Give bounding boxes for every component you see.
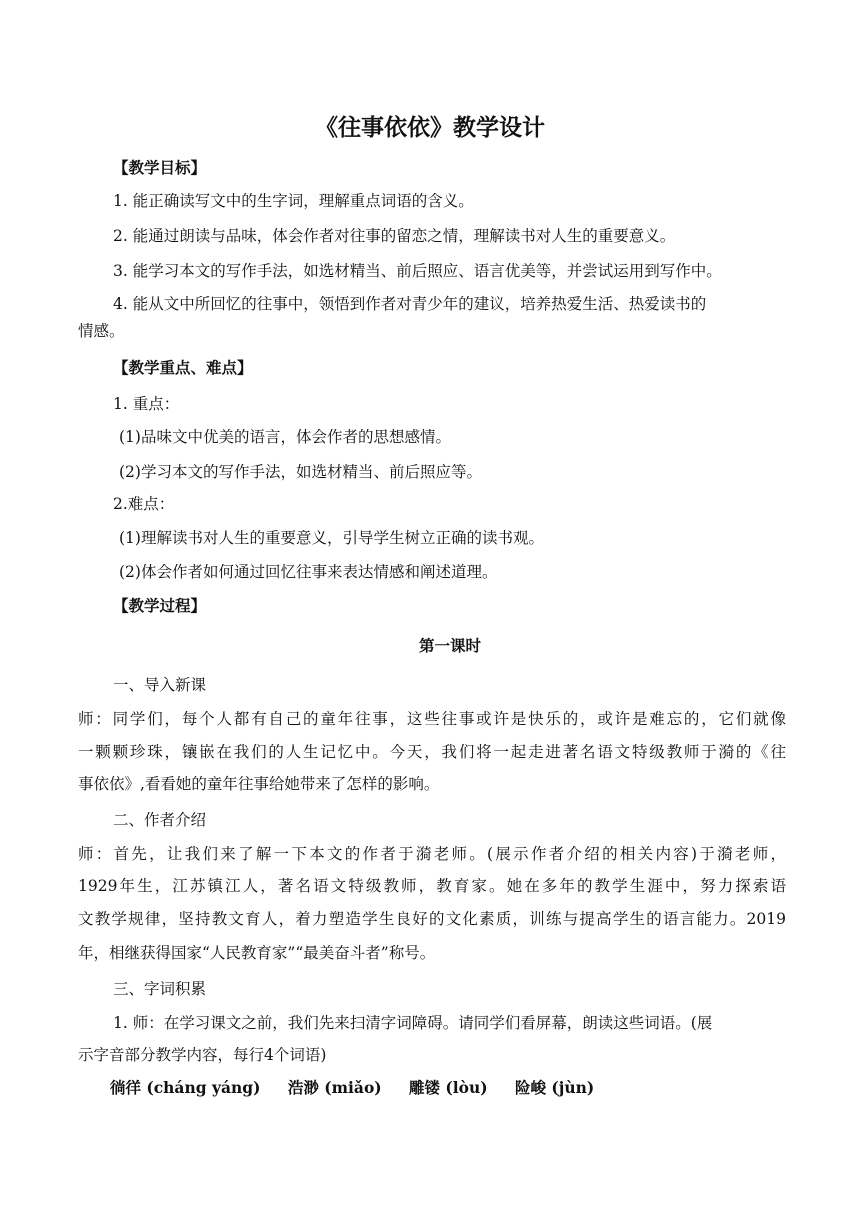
lesson-title: 第一课时	[418, 636, 481, 655]
key-label: 1. 重点：	[113, 395, 180, 413]
part2-line-2: 1929年生，江苏镇江人，著名语文特级教师，教育家。她在多年的教学生涯中，努力探索语	[78, 877, 786, 895]
vocab-item-4: 险峻 (jùn)	[515, 1078, 595, 1097]
part2-line-4: 年，相继获得国家“人民教育家”“最美奋斗者”称号。	[78, 944, 436, 962]
vocab-row	[110, 1078, 616, 1098]
process-heading: 【教学过程】	[113, 596, 207, 615]
part1-line-3: 事依依》,看看她的童年往事给她带来了怎样的影响。	[78, 775, 440, 793]
goal-item-1: 1. 能正确读写文中的生字词，理解重点词语的含义。	[113, 192, 474, 210]
goal-item-4: 4. 能从文中所回忆的往事中，领悟到作者对青少年的建议，培养热爱生活、热爱读书的	[113, 295, 707, 313]
key-item-1: (1)品味文中优美的语言，体会作者的思想感情。	[119, 428, 451, 446]
difficulty-item-2: (2)体会作者如何通过回忆往事来表达情感和阐述道理。	[119, 563, 498, 581]
difficulty-item-1: (1)理解读书对人生的重要意义，引导学生树立正确的读书观。	[119, 529, 544, 547]
difficulty-label: 2.难点：	[113, 495, 175, 513]
part3-heading: 三、字词积累	[113, 980, 207, 998]
goal-item-3: 3. 能学习本文的写作手法，如选材精当、前后照应、语言优美等，并尝试运用到写作中。	[113, 262, 722, 280]
part1-line-1: 师：同学们，每个人都有自己的童年往事，这些往事或许是快乐的，或许是难忘的，它们就像	[78, 710, 786, 728]
key-item-2: (2)学习本文的写作手法，如选材精当、前后照应等。	[119, 463, 482, 481]
part3-line-2: 示字音部分教学内容，每行4个词语)	[78, 1046, 327, 1064]
vocab-item-2: 浩渺 (miǎo)	[287, 1078, 382, 1097]
goal-item-2: 2. 能通过朗读与品味，体会作者对往事的留恋之情，理解读书对人生的重要意义。	[113, 227, 676, 245]
goal-item-4-cont: 情感。	[78, 322, 125, 340]
key-heading: 【教学重点、难点】	[113, 358, 253, 377]
part2-line-1: 师：首先，让我们来了解一下本文的作者于漪老师。(展示作者介绍的相关内容)于漪老师，	[78, 845, 786, 863]
vocab-item-1: 徜徉 (cháng yáng)	[110, 1078, 261, 1097]
goals-heading: 【教学目标】	[113, 158, 207, 177]
part2-line-3: 文教学规律，坚持教文育人，着力塑造学生良好的文化素质，训练与提高学生的语言能力。2019	[78, 910, 786, 928]
part1-heading: 一、导入新课	[113, 676, 207, 694]
part3-line-1: 1. 师：在学习课文之前，我们先来扫清字词障碍。请同学们看屏幕，朗读这些词语。(展	[113, 1014, 713, 1032]
part2-heading: 二、作者介绍	[113, 811, 207, 829]
vocab-item-3: 雕镂 (lòu)	[409, 1078, 488, 1097]
document-title: 《往事依依》教学设计	[315, 114, 545, 141]
part1-line-2: 一颗颗珍珠，镶嵌在我们的人生记忆中。今天，我们将一起走进著名语文特级教师于漪的《往	[78, 743, 786, 761]
